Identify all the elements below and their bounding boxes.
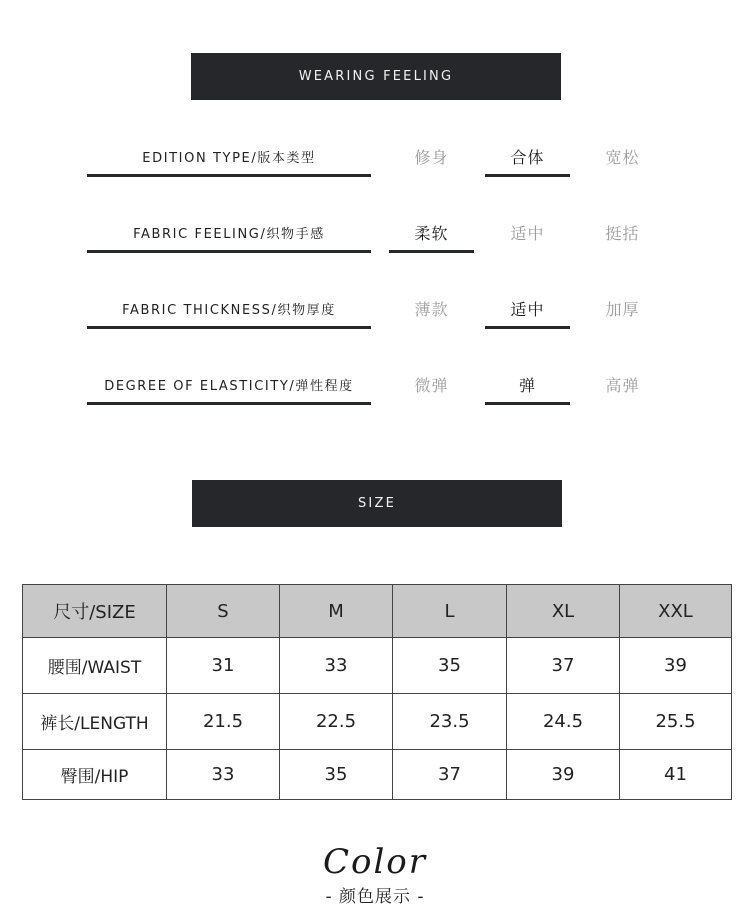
size-header-xxl: XXL (620, 585, 732, 638)
table-cell: 39 (507, 750, 620, 800)
row-label: 裤长/LENGTH (23, 694, 167, 750)
size-header-l: L (393, 585, 507, 638)
feeling-label: DEGREE OF ELASTICITY/弹性程度 (87, 366, 371, 405)
row-label: 腰围/WAIST (23, 638, 167, 694)
wearing-feeling-title: WEARING FEELING (298, 69, 454, 84)
feeling-option: 高弹 (605, 375, 640, 395)
feeling-option-selected: 适中 (485, 290, 570, 329)
table-cell: 22.5 (280, 694, 393, 750)
table-cell: 24.5 (507, 694, 620, 750)
table-row-length (23, 694, 732, 750)
size-table-header-row (23, 585, 732, 638)
feeling-row-edition-type (0, 138, 750, 178)
row-label: 臀围/HIP (23, 750, 167, 800)
size-title: SIZE (357, 496, 396, 511)
table-cell: 37 (393, 750, 507, 800)
wearing-feeling-banner (191, 53, 561, 100)
size-header-s: S (167, 585, 280, 638)
feeling-option-selected: 弹 (485, 366, 570, 405)
feeling-label: FABRIC FEELING/织物手感 (87, 214, 371, 253)
feeling-option: 微弹 (414, 375, 449, 395)
size-header-label: 尺寸/SIZE (23, 585, 167, 638)
size-header-xl: XL (507, 585, 620, 638)
table-cell: 25.5 (620, 694, 732, 750)
feeling-option: 挺括 (605, 223, 640, 243)
table-cell: 35 (280, 750, 393, 800)
table-cell: 23.5 (393, 694, 507, 750)
size-table (22, 584, 732, 800)
feeling-option: 修身 (414, 147, 449, 167)
feeling-row-fabric-thickness (0, 290, 750, 330)
feeling-option: 适中 (510, 223, 545, 243)
feeling-row-elasticity (0, 366, 750, 406)
table-cell: 21.5 (167, 694, 280, 750)
feeling-label: EDITION TYPE/版本类型 (87, 138, 371, 177)
feeling-row-fabric-feeling (0, 214, 750, 254)
table-row-hip (23, 750, 732, 800)
table-row-waist (23, 638, 732, 694)
table-cell: 31 (167, 638, 280, 694)
table-cell: 35 (393, 638, 507, 694)
table-cell: 33 (167, 750, 280, 800)
feeling-option: 加厚 (605, 299, 640, 319)
size-header-m: M (280, 585, 393, 638)
table-cell: 33 (280, 638, 393, 694)
size-banner (192, 480, 562, 527)
table-cell: 41 (620, 750, 732, 800)
color-section-title: Color (322, 842, 428, 882)
feeling-label: FABRIC THICKNESS/织物厚度 (87, 290, 371, 329)
feeling-option-selected: 合体 (485, 138, 570, 177)
feeling-option: 宽松 (605, 147, 640, 167)
feeling-option: 薄款 (414, 299, 449, 319)
table-cell: 37 (507, 638, 620, 694)
table-cell: 39 (620, 638, 732, 694)
color-section-subtitle: - 颜色展示 - (325, 887, 425, 907)
feeling-option-selected: 柔软 (389, 214, 474, 253)
